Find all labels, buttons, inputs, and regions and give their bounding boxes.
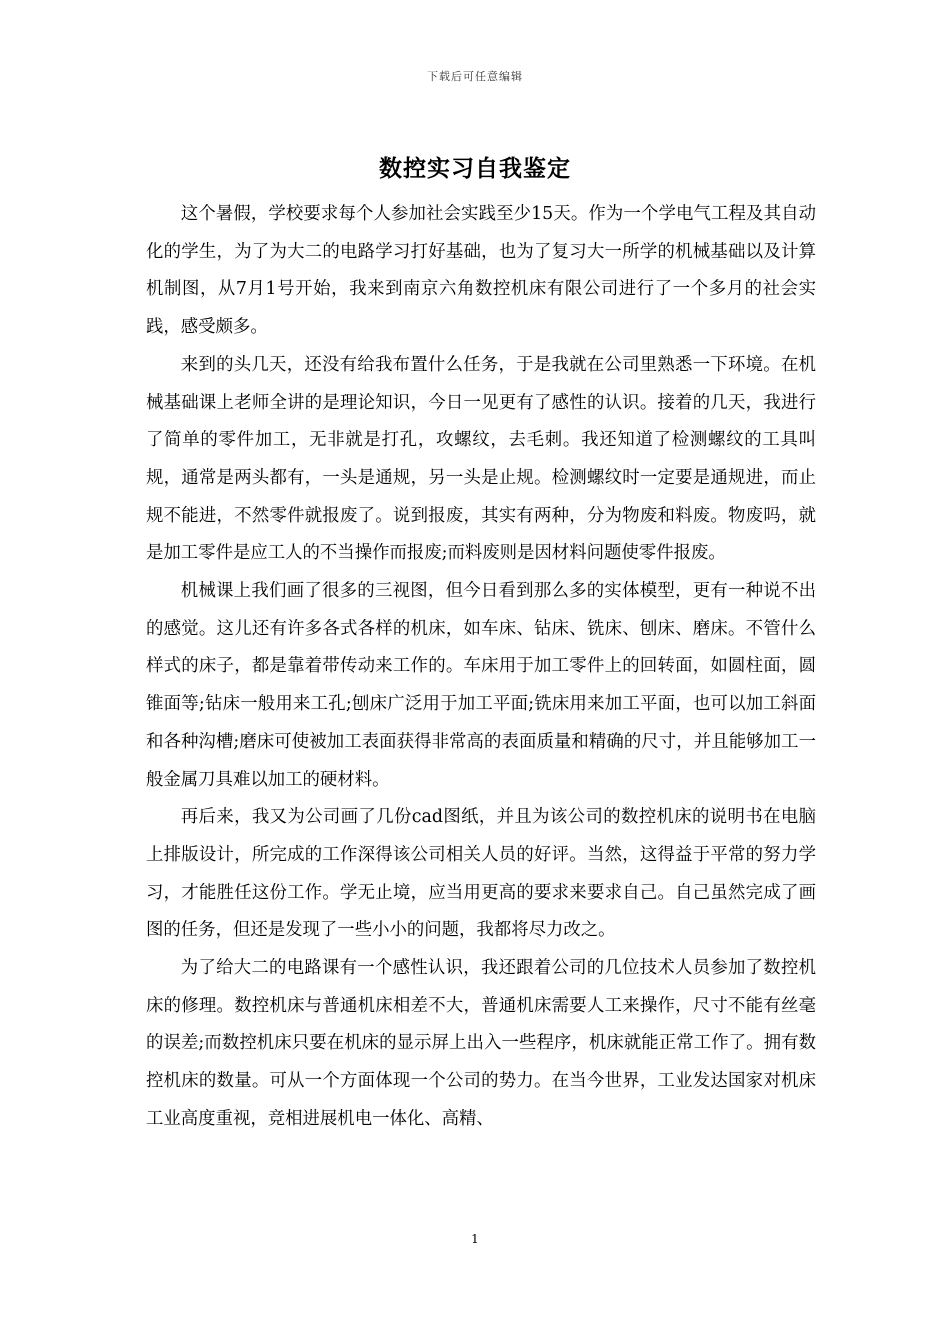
paragraph: 这个暑假，学校要求每个人参加社会实践至少15天。作为一个学电气工程及其自动化的学生，为了为大二的电路学习打好基础，也为了复习大一所学的机械基础以及计算机制图，从7月1号开始，我来到南京六角数控机床有限公司进行了一个多月的社会实践，感受颇多。	[146, 204, 816, 338]
document-title: 数控实习自我鉴定	[379, 155, 571, 182]
paragraph: 为了给大二的电路课有一个感性认识，我还跟着公司的几位技术人员参加了数控机床的修理。数控机床与普通机床相差不大，普通机床需要人工来操作，尺寸不能有丝毫的误差;而数控机床只要在机床的显示屏上出入一些程序，机床就能正常工作了。拥有数控机床的数量。可从一个方面体现一个公司的势力。在当今世界，工业发达国家对机床工业高度重视，竞相进展机电一体化、高精、	[146, 958, 816, 1129]
page-number: 1	[471, 1232, 479, 1246]
page-header-note: 下载后可任意编辑	[427, 70, 523, 83]
paragraph: 再后来，我又为公司画了几份cad图纸，并且为该公司的数控机床的说明书在电脑上排版设计，所完成的工作深得该公司相关人员的好评。当然，这得益于平常的努力学习，才能胜任这份工作。学无止境，应当用更高的要求来要求自己。自己虽然完成了画图的任务，但还是发现了一些小小的问题，我都将尽力改之。	[146, 807, 816, 941]
paragraph: 机械课上我们画了很多的三视图，但今日看到那么多的实体模型，更有一种说不出的感觉。这儿还有许多各式各样的机床，如车床、钻床、铣床、刨床、磨床。不管什么样式的床子，都是靠着带传动来工作的。车床用于加工零件上的回转面，如圆柱面，圆锥面等;钻床一般用来工孔;刨床广泛用于加工平面;铣床用来加工平面，也可以加工斜面和各种沟槽;磨床可使被加工表面获得非常高的表面质量和精确的尺寸，并且能够加工一般金属刀具难以加工的硬材料。	[146, 581, 816, 790]
paragraph: 来到的头几天，还没有给我布置什么任务，于是我就在公司里熟悉一下环境。在机械基础课上老师全讲的是理论知识，今日一见更有了感性的认识。接着的几天，我进行了简单的零件加工，无非就是打孔，攻螺纹，去毛刺。我还知道了检测螺纹的工具叫规，通常是两头都有，一头是通规，另一头是止规。检测螺纹时一定要是通规进，而止规不能进，不然零件就报废了。说到报废，其实有两种，分为物废和料废。物废吗，就是加工零件是应工人的不当操作而报废;而料废则是因材料问题使零件报废。	[146, 354, 816, 564]
document-body	[146, 196, 816, 1139]
